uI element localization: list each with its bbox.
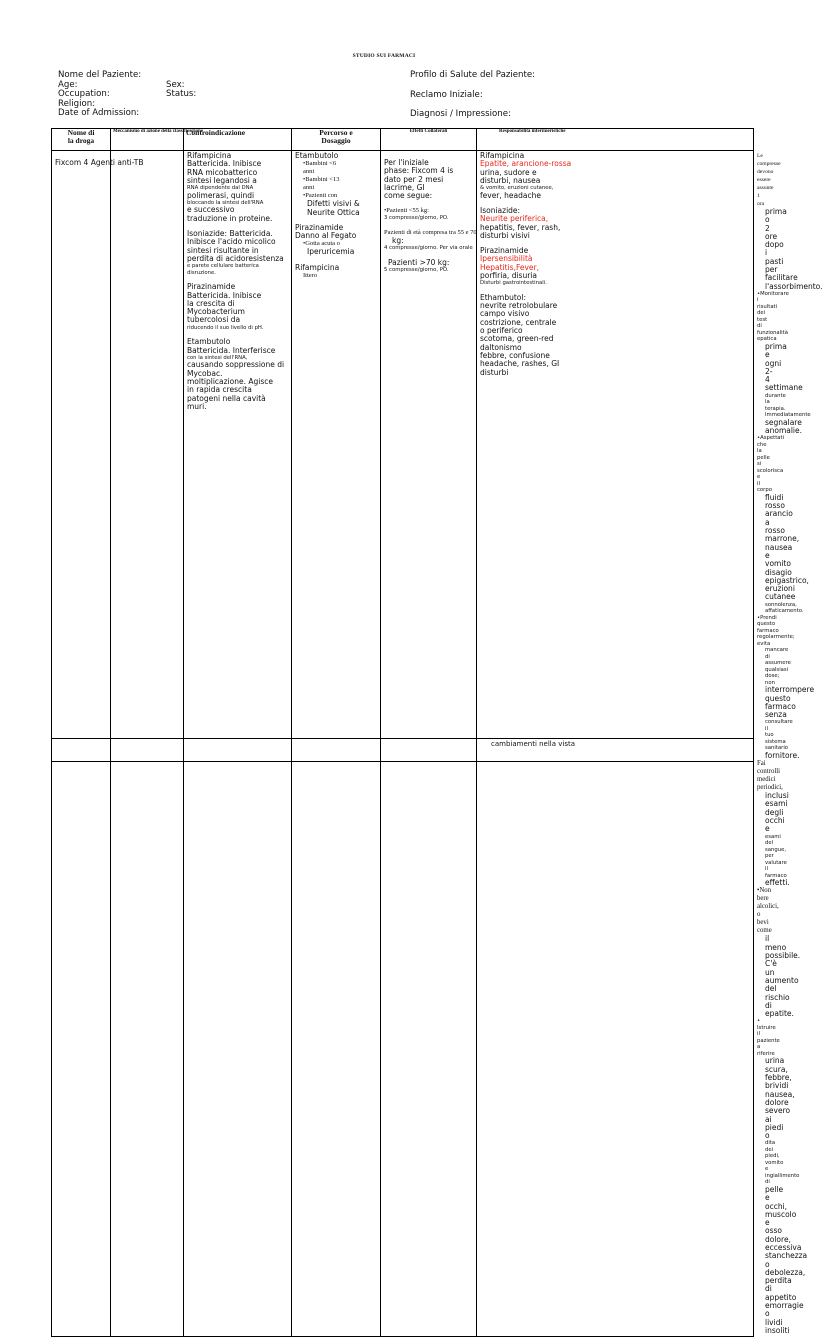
table-header-row [52, 129, 754, 151]
occupation-label: Occupation: [58, 89, 110, 99]
table-row [52, 739, 754, 762]
empty-cell [184, 739, 292, 762]
drug-name-cell: Fixcom 4 Agenti anti-TB [52, 151, 111, 1337]
header-nursing: Responsabilità infermieristiche [477, 129, 754, 151]
status-label: Status: [166, 89, 197, 99]
header-mechanism: Meccanismo di azione della classificazione [111, 129, 184, 151]
empty-cell [381, 739, 477, 762]
contraindication-cell: Etambutolo •Bambini <6 anni •Bambini <13 anni •Pazienti con Difetti visivi & Neurite Ottica Pirazinamide Danno al Fegato •Gotta acuta o Iperuricemia Rifampicina Ittero [292, 151, 381, 1337]
health-profile-label: Profilo di Salute del Paziente: [410, 70, 536, 80]
side-effects-cell: Rifampicina Epatite, arancione-rossa urina, sudore e disturbi, nausea & vomito, eruzioni cutanee, fever, headache Isoniazide: Neurite periferica, hepatitis, fever, rash, disturbi visivi Pirazinamide Ipersensibilità Hepatitis,Fever, porfiria, disuria Disturbi gastrointestinali. Ethambutol: nevrite retrolobulare campo visivo costrizione, centrale o periferico scotoma, green-red daltonismo febbre, confusione headache, rashes, GI disturbi [477, 151, 754, 1337]
empty-cell [52, 739, 111, 762]
header-route-dosage: Percorso e Dosaggio [292, 129, 381, 151]
header-side-effects: Effetti Collaterali [381, 129, 477, 151]
diagnosis-label: Diagnosi / Impressione: [410, 109, 511, 119]
mechanism-cell: Rifampicina Battericida. Inibisce RNA micobatterico sintesi legandosi a RNA dipendente dal DNA polimerasi, quindi bloccando la sintesi dell'RNA e successivo traduzione in proteine. Isoniazide: Battericida. Inibisce l'acido micolico sintesi risultante in perdita di acidoresistenza e parete cellulare batterica disruzione. Pirazinamide Battericida. Inibisce la crescita di Mycobacterium tubercolosi da riducendo il suo livello di pH. Etambutolo Battericida. Interferisce con la sintesi dell'RNA, causando soppressione di Mycobac. moltiplicazione. Agisce in rapida crescita patogeni nella cavità muri. [184, 151, 292, 1337]
drug-study-table [51, 128, 823, 1337]
patient-info-left [58, 71, 141, 119]
table-row: Fixcom 4 Agenti anti-TB Rifampicina Battericida. Inibisce RNA micobatterico sintesi legandosi a RNA dipendente dal DNA polimerasi, quindi bloccando la sintesi dell'RNA e successivo traduzione in proteine. Isoniazide: Battericida. Inibisce l'acido micolico sintesi risultante in perdita di acidoresistenza e parete cellulare batterica disruzione. Pirazinamide Battericida. Inibisce la crescita di Mycobacterium tubercolosi da riducendo il suo livello di pH. Etambutolo Battericida. Interferisce con la sintesi dell'RNA, causando soppressione di Mycobac. moltiplicazione. Agisce in rapida crescita patogeni nella cavità muri. Etambutolo •Bambini <6 anni •Bambini <13 anni •Pazienti con Difetti visivi & Neurite Ottica Pirazinamide Danno al Fegato •Gotta acuta o Iperuricemia Rifampicina Ittero Per l'iniziale phase: Fixcom 4 is dato per 2 mesi lacrime, GI come segue: •Pazienti <55 kg: 3 compresse/giorno, PO. Pazienti di età compresa tra 55 e 70 kg: 4 compresse/giorno. Per via orale Pazienti >70 kg: 5 compresse/giorno, PO. Rifampicina Epatite, arancione-rossa urina, sudore e disturbi, nausea & vomito, eruzioni cutanee, fever, headache Isoniazide: Neurite periferica, hepatitis, fever, rash, disturbi visivi Pirazinamide Ipersensibilità Hepatitis,Fever, porfiria, disuria Disturbi gastrointestinali. Ethambutol: nevrite retrolobulare campo visivo costrizione, centrale o periferico scotoma, green-red daltonismo febbre, confusione headache, rashes, GI disturbi Le compresse devono essere assunte 1 ora prima o 2 ore dopo i pasti per facilitare l'assorbimento. •Monitorare i risultati dei test di funzionalità epatica prima e ogni 2-4 settimane durante la terapia. Immediatamente segnalare anomalie. •Aspettati che la pelle si scolorisca e il corpo fluidi rosso arancio a rosso marrone, nausea e vomito disagio epigastrico, eruzioni cutanee sonnolenza, affaticamento. •Prendi questo farmaco regolarmente; evita mancare di assumere qualsiasi dose; non interrompere questo farmaco senza consultare il tuo sistema sanitario fornitore. Fai controlli medici periodici, inclusi esami degli occhi e esami del sangue, per valutare il farmaco effetti. •Non bere alcolici, o bevi come il meno possibile. C'è un aumento del rischio di epatite. • Istruire il paziente a riferire urina scura, febbre, brividi nausea, dolore severo ai piedi o dita dei piedi, vomito e ingiallimento di pelle e occhi, muscolo e osso dolore, eccessiva stanchezza o debolezza, perdita di appetito emorragie o lividi insoliti [52, 151, 754, 1337]
admission-date-label: Date of Admission: [58, 108, 140, 118]
complaint-label: Reclamo Iniziale: [410, 90, 483, 100]
religion-label: Religion: [58, 98, 96, 109]
header-drug-name: Nome di la droga [52, 129, 111, 151]
route-dosage-cell: Per l'iniziale phase: Fixcom 4 is dato per 2 mesi lacrime, GI come segue: •Pazienti <55 kg: 3 compresse/giorno, PO. Pazienti di età compresa tra 55 e 70 kg: 4 compresse/giorno. Per via orale Pazienti >70 kg: 5 compresse/giorno, PO. [381, 151, 477, 1337]
patient-name-label: Nome del Paziente: [58, 70, 142, 80]
continuation-table [51, 738, 754, 762]
empty-cell [292, 739, 381, 762]
sex-label: Sex: [166, 79, 185, 90]
document-title: STUDIO SUI FARMACI [352, 53, 416, 59]
empty-cell [111, 739, 184, 762]
header-contraindication: Controindicazione [184, 129, 292, 151]
age-label: Age: [58, 79, 78, 90]
nursing-continuation: cambiamenti nella vista [477, 739, 754, 762]
patient-info-mid [166, 81, 196, 100]
